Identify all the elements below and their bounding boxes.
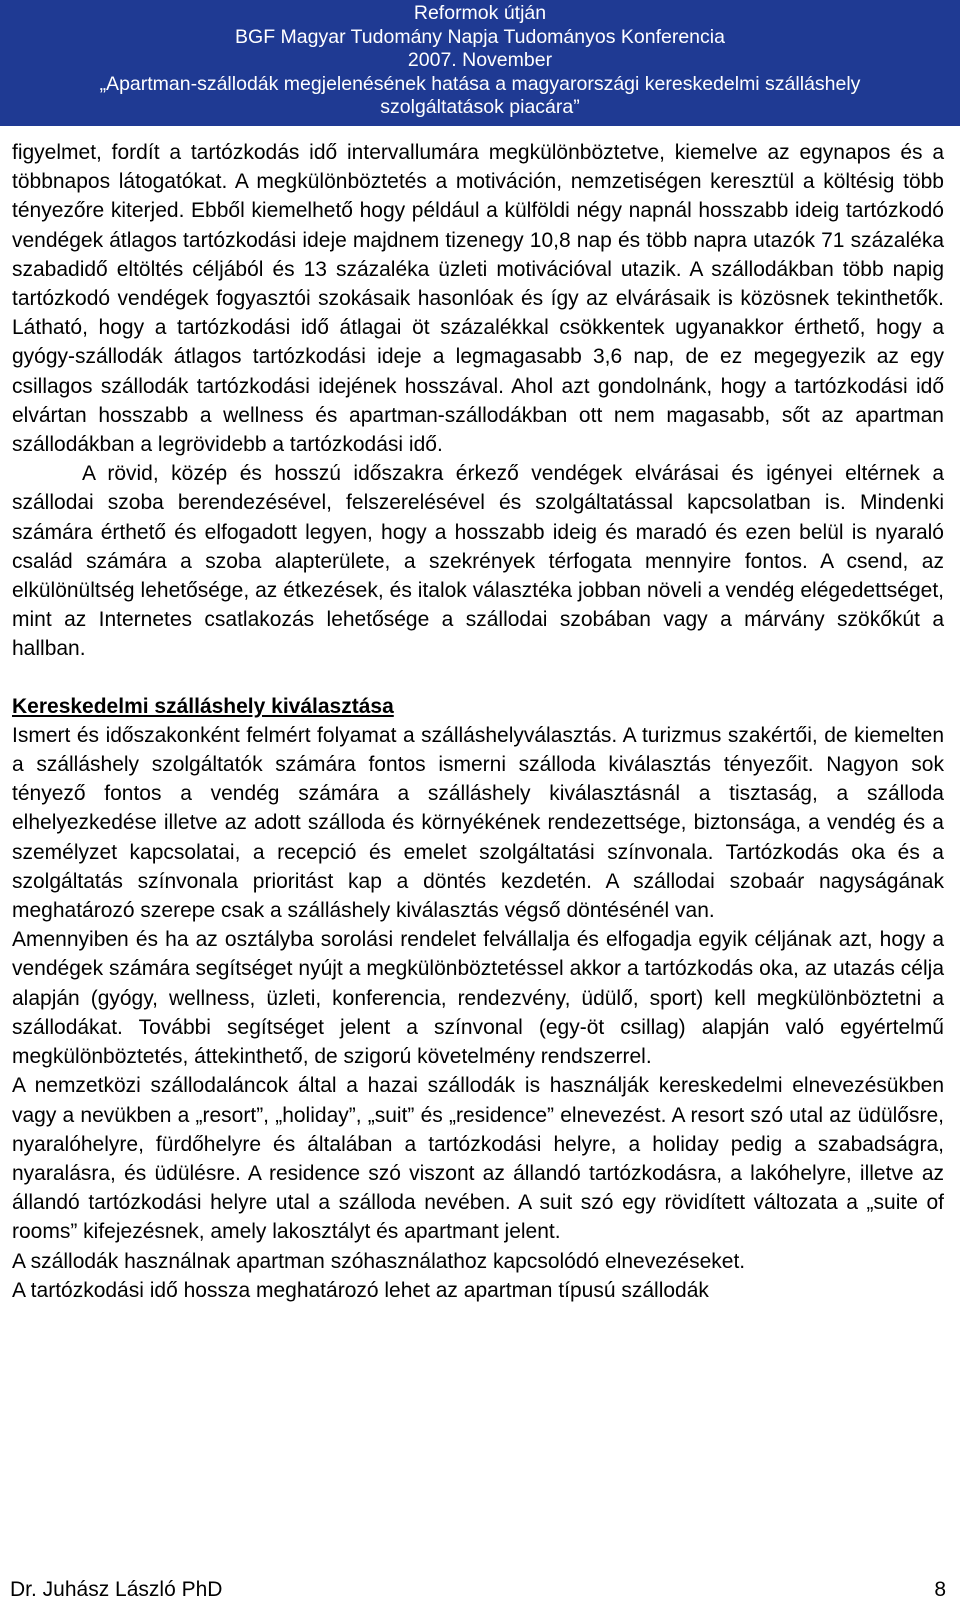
paragraph-1: figyelmet, fordít a tartózkodás idő intervallumára megkülönböztetve, kiemelve az egynapos és a többnapos látogatókat. A megkülönböztetés a motiváción, nemzetiségen keresztül a költésig több tényezőre kiterjed. Ebből kiemelhető hogy például a külföldi négy napnál hosszabb ideig tartózkodó vendégek átlagos tartózkodási ideje majdnem tizenegy 10,8 nap és több napra utazók 71 százaléka szabadidő eltöltés céljából és 13 százaléka üzleti motivációval utazik. A szállodákban több napig tartózkodó vendégek fogyasztói szokásaik hasonlóak és így az elvárásaik is közösnek tekinthetők. Látható, hogy a tartózkodási idő átlagai öt százalékkal csökkentek ugyanakkor érthető, hogy a gyógy-szállodák átlagos tartózkodási ideje a legmagasabb 3,6 nap, de ez megegyezik az egy csillagos szállodák tartózkodási idejének hosszával. Ahol azt gondolnánk, hogy a tartózkodási idő elvártan hosszabb a wellness és apartman-szállodákban ott nem magasabb, sőt az apartman szállodákban a legrövidebb a tartózkodási idő. <box>12 141 944 457</box>
paragraph-3: Ismert és időszakonként felmért folyamat a szálláshelyválasztás. A turizmus szakértői, de kiemelten a szálláshely szolgáltatók számára fontos ismerni szálloda kiválasztás tényezőit. Nagyon sok tényező fontos a vendég számára a szálláshely kiválasztásnál a tisztaság, a szálloda elhelyezkedése illetve az adott szálloda és környékének rendezettsége, biztonsága, a vendég és a személyzet kapcsolatai, a recepció és emelet szolgáltatási színvonala. Tartózkodás oka és a szolgáltatás színvonala prioritást kap a döntés kezdetén. A szállodai szobaár nagyságának meghatározó szerepe csak a szálláshely kiválasztás végső döntésénél van. <box>12 723 944 923</box>
footer-author: Dr. Juhász László PhD <box>10 1578 223 1601</box>
paragraph-2: A rövid, közép és hosszú időszakra érkező vendégek elvárásai és igényei eltérnek a szállodai szoba berendezésével, felszerelésével és szolgáltatással kapcsolatban is. Mindenki számára érthető és elfogadott legyen, hogy a hosszabb ideig és maradó és ezen belül is nyaraló család számára a szoba alapterülete, a szekrények térfogata mennyire fontos. A csend, az elkülönültség lehetősége, az étkezések, és italok választéka jobban növeli a vendég elégedettséget, mint az Internetes csatlakozás lehetősége a szállodai szobában vagy a márvány szökőkút a hallban. <box>12 462 944 661</box>
document-body <box>12 138 944 1305</box>
page-header <box>0 0 960 126</box>
paragraph-7: A tartózkodási idő hossza meghatározó lehet az apartman típusú szállodák <box>12 1278 709 1302</box>
header-date: 2007. November <box>407 49 553 71</box>
header-paper-title-cont: szolgáltatások piacára” <box>380 96 580 118</box>
paragraph-5: A nemzetközi szállodaláncok által a hazai szállodák is használják kereskedelmi elnevezésükben vagy a nevükben a „resort”, „holiday”, „suit” és „residence” elnevezést. A resort szó utal az üdülősre, nyaralóhelyre, fürdőhelyre és általában a tartózkodási helyre, a holiday pedig a szabadságra, nyaralásra, és üdülésre. A residence szó viszont az állandó tartózkodásra, a lakóhelyre, illetve az állandó tartózkodási helyre utal a szálloda nevében. A suit szó egy rövidített változata a „suite of rooms” kifejezésnek, amely lakosztályt és apartmant jelent. <box>12 1074 944 1244</box>
paragraph-6: A szállodák használnak apartman szóhasználathoz kapcsolódó elnevezéseket. <box>12 1249 746 1273</box>
header-title: Reformok útján <box>413 2 547 24</box>
page-number: 8 <box>934 1578 946 1601</box>
header-paper-title: „Apartman-szállodák megjelenésének hatása a magyarországi kereskedelmi szálláshely <box>99 72 861 95</box>
header-conference: BGF Magyar Tudomány Napja Tudományos Konferencia <box>235 25 725 48</box>
section-heading: Kereskedelmi szálláshely kiválasztása <box>12 694 394 718</box>
paragraph-4: Amennyiben és ha az osztályba sorolási rendelet felvállalja és elfogadja egyik céljának azt, hogy a vendégek számára segítséget nyújt a megkülönböztetéssel akkor a tartózkodás oka, az utazás célja alapján (gyógy, wellness, üzleti, konferencia, rendezvény, üdülő, sport) kell megkülönböztetni a szállodákat. További segítséget jelent a színvonal (egy-öt csillag) alapján való egyértelmű megkülönböztetés, áttekinthető, de szigorú követelmény rendszerrel. <box>12 928 944 1069</box>
